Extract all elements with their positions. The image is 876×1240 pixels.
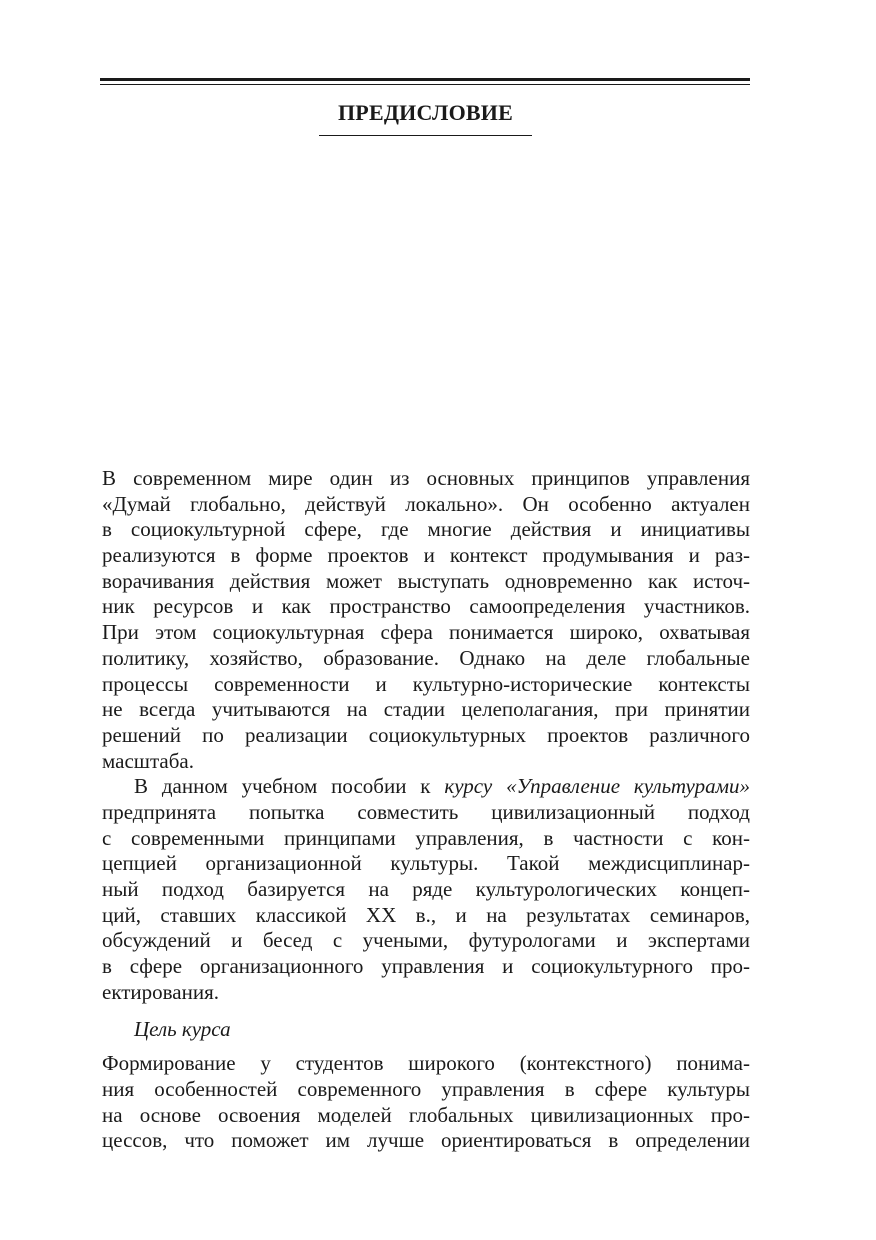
body-text (102, 466, 750, 1154)
text-line: на основе освоения моделей глобальных цивилизационных про- (102, 1102, 750, 1127)
text-line: реализуются в форме проектов и контекст продумывания и раз- (102, 543, 750, 568)
text-line: процессы современности и культурно-исторические контексты (102, 671, 750, 696)
course-name-italic: курсу «Управление культурами» (444, 774, 750, 799)
text-line: При этом социокультурная сфера понимается широко, охватывая (102, 620, 750, 645)
text-line: «Думай глобально, действуй локально». Он особенно актуален (102, 491, 750, 516)
text-line: ворачивания действия может выступать одновременно как источ- (102, 568, 750, 593)
text-line: предпринята попытка совместить цивилизационный подход (102, 799, 750, 824)
text-line: цессов, что поможет им лучше ориентироваться в определении (102, 1128, 750, 1153)
text-run: В данном учебном пособии к (134, 774, 445, 799)
text-line: ций, ставших классикой XX в., и на результатах семинаров, (102, 902, 750, 927)
text-line: В современном мире один из основных принципов управления (102, 466, 750, 490)
text-line: обсуждений и бесед с учеными, футурологами и экспертами (102, 928, 750, 953)
text-line: с современными принципами управления, в частности с кон- (102, 825, 750, 850)
paragraph-1 (102, 466, 750, 774)
section-subheading: Цель курса (134, 1017, 231, 1042)
text-line: ный подход базируется на ряде культурологических концеп- (102, 877, 750, 901)
text-line: цепцией организационной культуры. Такой междисциплинар- (102, 851, 750, 876)
title-underline (319, 135, 532, 136)
text-line: ектирования. (102, 979, 220, 1004)
page-title: ПРЕДИСЛОВИЕ (338, 100, 513, 125)
text-line: политику, хозяйство, образование. Однако на деле глобальные (102, 645, 750, 670)
text-line: решений по реализации социокультурных проектов различного (102, 722, 750, 747)
text-line: масштаба. (102, 748, 194, 773)
text-line: в сфере организационного управления и социокультурного про- (102, 954, 750, 979)
text-line-first (102, 774, 750, 800)
paragraph-3 (102, 1051, 750, 1154)
header-rule-thick (100, 78, 750, 81)
text-line: в социокультурной сфере, где многие действия и инициативы (102, 517, 750, 542)
text-line: ник ресурсов и как пространство самоопределения участников. (102, 594, 750, 619)
header-rule-thin (100, 84, 750, 85)
paragraph-2 (102, 774, 750, 1005)
text-line: ния особенностей современного управления в сфере культуры (102, 1076, 750, 1101)
text-line: не всегда учитываются на стадии целеполагания, при принятии (102, 697, 750, 722)
text-line: Формирование у студентов широкого (контекстного) понима- (102, 1051, 750, 1076)
